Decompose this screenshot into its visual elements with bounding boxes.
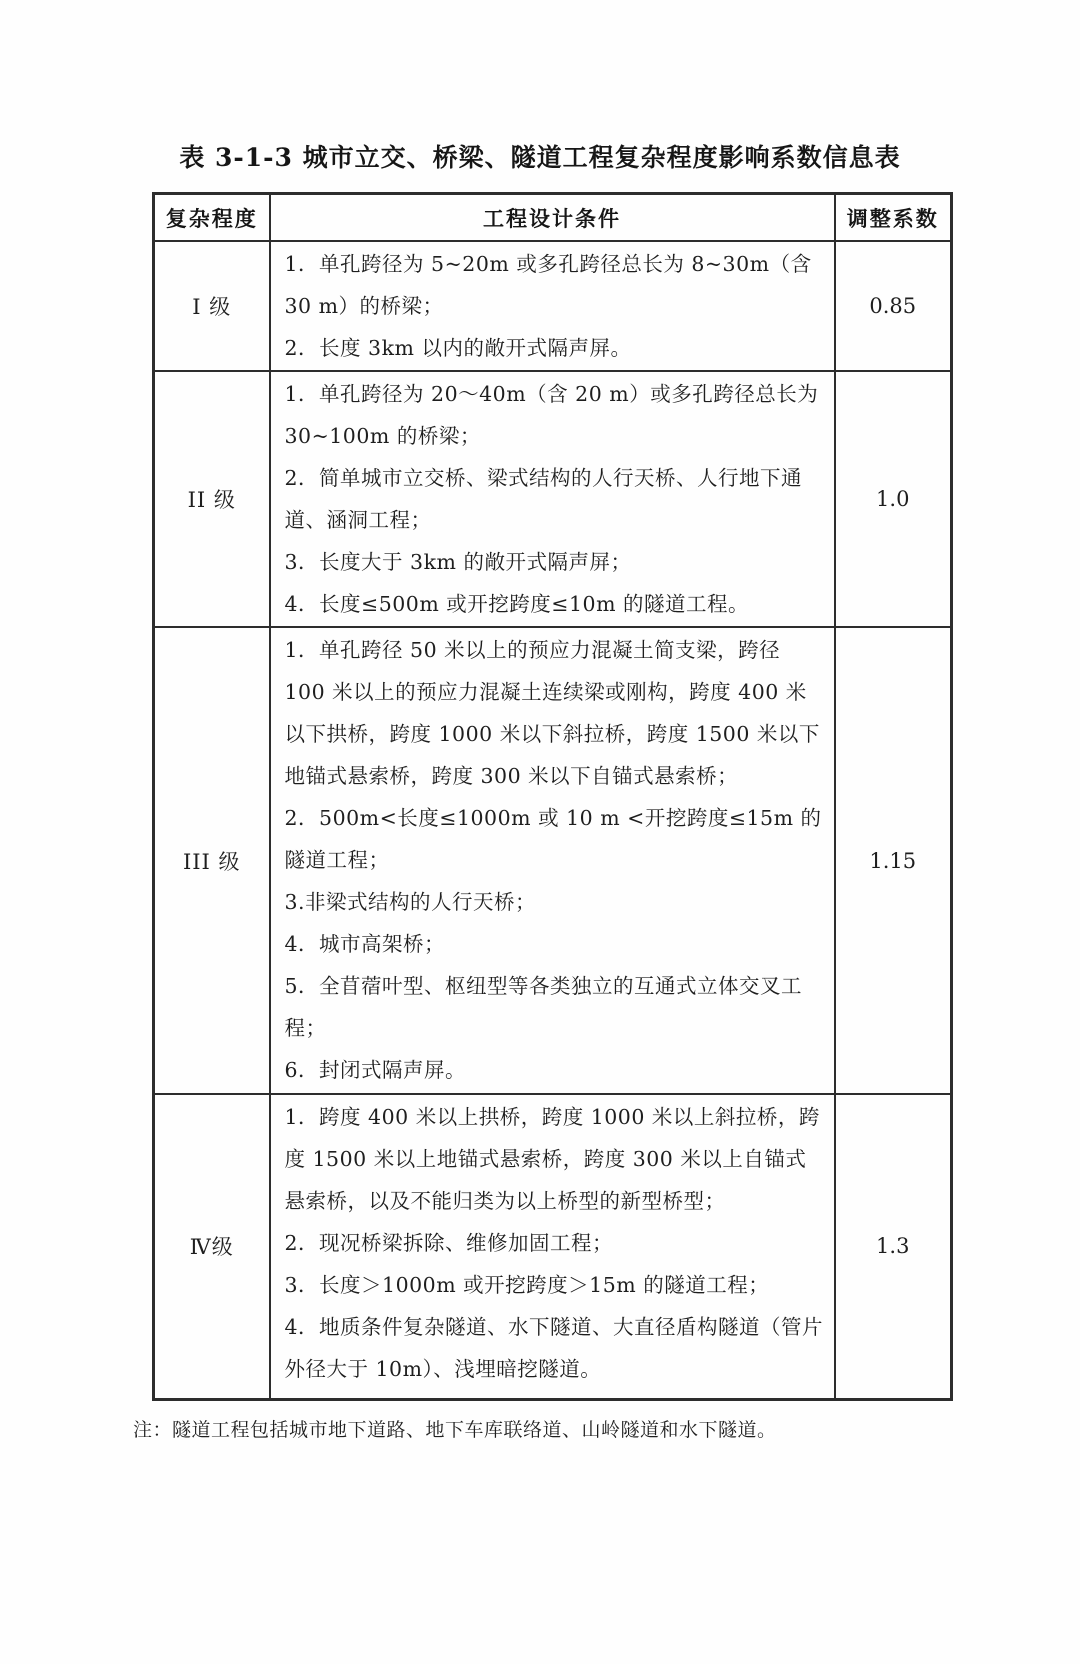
coefficient-cell: 1.3 (835, 1094, 952, 1399)
condition-item: 1．单孔跨径为 5~20m 或多孔跨径总长为 8~30m（含 30 m）的桥梁； (284, 252, 812, 318)
conditions-cell (270, 627, 835, 1094)
condition-item: 3．长度＞1000m 或开挖跨度＞15m 的隧道工程； (284, 1273, 770, 1297)
header-complexity-level: 复杂程度 (154, 194, 270, 242)
condition-item: 1．单孔跨径为 20～40m（含 20 m）或多孔跨径总长为 30~100m 的桥梁； (284, 382, 819, 448)
table-row-level-3 (154, 627, 952, 1094)
level-cell: II 级 (154, 371, 270, 627)
complexity-coefficient-table (152, 192, 953, 1401)
table-row-level-1 (154, 241, 952, 371)
condition-item: 2．简单城市立交桥、梁式结构的人行天桥、人行地下通道、涵洞工程； (284, 466, 803, 532)
condition-item: 3.非梁式结构的人行天桥； (284, 890, 537, 914)
level-cell: Ⅳ级 (154, 1094, 270, 1399)
condition-item: 1．跨度 400 米以上拱桥，跨度 1000 米以上斜拉桥，跨度 1500 米以上地锚式悬索桥，跨度 300 米以上自锚式悬索桥，以及不能归类为以上桥型的新型桥型； (284, 1105, 820, 1213)
coefficient-cell: 1.0 (835, 371, 952, 627)
condition-item: 4．地质条件复杂隧道、水下隧道、大直径盾构隧道（管片外径大于 10m）、浅埋暗挖隧道。 (284, 1315, 824, 1381)
level-cell: I 级 (154, 241, 270, 371)
condition-item: 2．500m<长度≤1000m 或 10 m <开挖跨度≤15m 的隧道工程； (284, 806, 822, 872)
condition-item: 2．长度 3km 以内的敞开式隔声屏。 (284, 336, 632, 360)
condition-item: 5．全苜蓿叶型、枢纽型等各类独立的互通式立体交叉工程； (284, 974, 803, 1040)
table-row-level-4 (154, 1094, 952, 1399)
document-page (0, 138, 1080, 1442)
conditions-cell (270, 241, 835, 371)
page-title: 表 3-1-3 城市立交、桥梁、隧道工程复杂程度影响系数信息表 (179, 143, 901, 172)
condition-item: 4．城市高架桥； (284, 932, 446, 956)
level-cell: III 级 (154, 627, 270, 1094)
table-row-level-2 (154, 371, 952, 627)
header-design-conditions: 工程设计条件 (270, 194, 835, 242)
header-row (154, 194, 952, 242)
condition-item: 2．现况桥梁拆除、维修加固工程； (284, 1231, 614, 1255)
condition-item: 1．单孔跨径 50 米以上的预应力混凝土简支梁，跨径 100 米以上的预应力混凝土连续梁或刚构，跨度 400 米以下拱桥，跨度 1000 米以下斜拉桥，跨度 1500 米以下地锚式悬索桥，跨度 300 米以下自锚式悬索桥； (284, 638, 820, 788)
conditions-cell (270, 371, 835, 627)
conditions-cell (270, 1094, 835, 1399)
header-adjustment-coefficient: 调整系数 (835, 194, 952, 242)
condition-item: 3．长度大于 3km 的敞开式隔声屏； (284, 550, 632, 574)
condition-item: 6．封闭式隔声屏。 (284, 1058, 467, 1082)
coefficient-cell: 0.85 (835, 241, 952, 371)
footnote: 注：隧道工程包括城市地下道路、地下车库联络道、山岭隧道和水下隧道。 (133, 1418, 777, 1441)
coefficient-cell: 1.15 (835, 627, 952, 1094)
condition-item: 4．长度≤500m 或开挖跨度≤10m 的隧道工程。 (284, 592, 750, 616)
